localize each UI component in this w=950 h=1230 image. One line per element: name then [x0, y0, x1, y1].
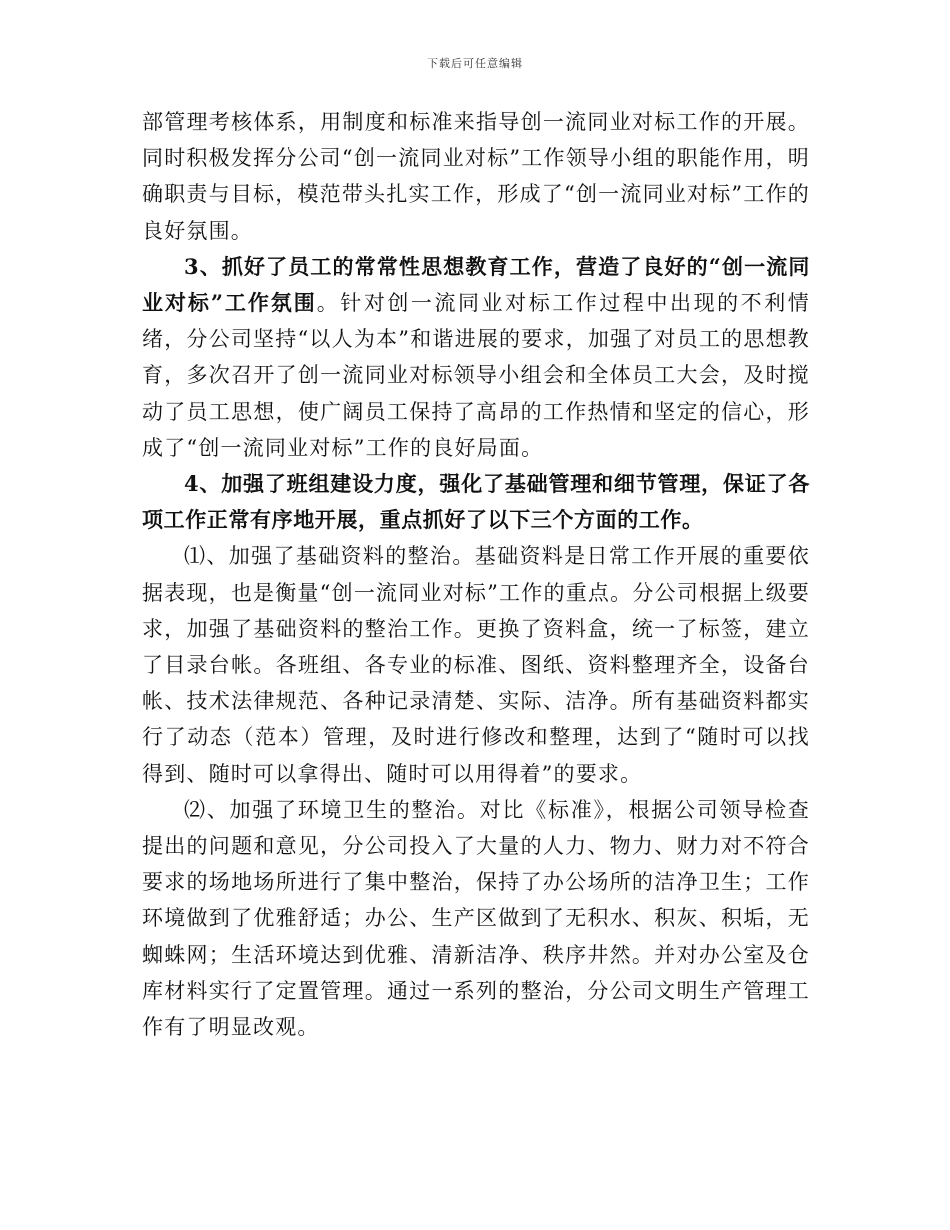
paragraph-item-2: ⑵、加强了环境卫生的整治。对比《标准》，根据公司领导检查提出的问题和意见，分公司投入了大量的人力、物力、财力对不符合要求的场地场所进行了集中整治，保持了办公场所的洁净卫生；工作环境做到了优雅舒适；办公、生产区做到了无积水、积灰、积垢，无蜘蛛网；生活环境达到优雅、清新洁净、秩序井然。并对办公室及仓库材料实行了定置管理。通过一系列的整治，分公司文明生产管理工作有了明显改观。: [142, 797, 810, 1040]
paragraph-item-1: ⑴、加强了基础资料的整治。基础资料是日常工作开展的重要依据表现，也是衡量“创一流同业对标”工作的重点。分公司根据上级要求，加强了基础资料的整治工作。更换了资料盒，统一了标签，建立了目录台帐。各班组、各专业的标准、图纸、资料整理齐全，设备台帐、技术法律规范、各种记录清楚、实际、洁净。所有基础资料都实行了动态（范本）管理，及时进行修改和整理，达到了“随时可以找得到、随时可以拿得出、随时可以用得着”的要求。: [142, 544, 810, 786]
section-3-heading: 3、抓好了员工的常常性思想教育工作，营造了良好的“创一流同业对标”工作氛围: [142, 253, 810, 316]
paragraph-continuation: 部管理考核体系，用制度和标准来指导创一流同业对标工作的开展。同时积极发挥分公司“创一流同业对标”工作领导小组的职能作用，明确职责与目标，模范带头扎实工作，形成了“创一流同业对标”工作的良好氛围。: [142, 110, 810, 243]
section-3-text: 。针对创一流同业对标工作过程中出现的不利情绪，分公司坚持“以人为本”和谐进展的要求，加强了对员工的思想教育，多次召开了创一流同业对标领导小组会和全体员工大会，及时搅动了员工思想，使广阔员工保持了高昂的工作热情和坚定的信心，形成了“创一流同业对标”工作的良好局面。: [142, 291, 810, 460]
section-4-heading: 4、加强了班组建设力度，强化了基础管理和细节管理，保证了各项工作正常有序地开展，重点抓好了以下三个方面的工作。: [142, 471, 810, 533]
document-body: [142, 104, 810, 1045]
page-header: 下载后可任意编辑: [427, 57, 523, 70]
paragraph-section-3: [142, 249, 810, 466]
